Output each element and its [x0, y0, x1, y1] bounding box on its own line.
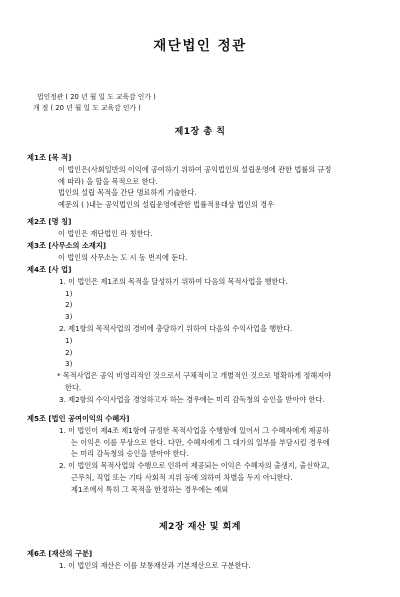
article-item: 제1조에서 특히 그 목적을 한정하는 경우에는 예외: [71, 484, 229, 494]
article-item: 1. 이 법인은 제1조의 목적을 달성하기 위하여 다음의 목적사업을 행한다.: [59, 276, 288, 286]
sub-item: 3): [65, 312, 73, 322]
chapter-2-heading: 제2장 재산 및 회계: [158, 522, 242, 532]
article-item: 근무처, 직업 또는 기타 사회적 지위 등에 의하여 차별을 두지 아니한다.: [71, 472, 293, 482]
article-2: [27, 216, 387, 240]
history-line: 법인정관 ( 20 년 월 일 도 교육감 인가 ): [37, 93, 156, 101]
article-4-heading: 제4조 [사 업]: [27, 265, 72, 274]
article-text: 이 법인의 사무소는 도 시 동 번지에 둔다.: [58, 252, 188, 262]
article-3-heading: 제3조 [사무소의 소재지]: [27, 241, 107, 250]
article-item: 2. 이 법인의 목적사업의 수행으로 인하여 제공되는 이익은 수혜자의 출생지, 출신학교,: [59, 461, 330, 471]
article-text: 이 법인은 재단법인 라 칭한다.: [58, 228, 153, 238]
article-2-heading: 제2조 [명 칭]: [27, 217, 72, 226]
article-5: [27, 413, 387, 496]
article-item: 는 이익은 이를 무상으로 한다. 다만, 수혜자에게 그 대가의 일부를 부담시킬 경우에: [71, 437, 330, 447]
article-4: [27, 264, 387, 406]
sub-item: 2): [65, 300, 73, 310]
article-note: 한다.: [65, 382, 82, 392]
history-line: 개 정 ( 20 년 월 일 도 교육감 인가 ): [33, 104, 141, 112]
article-text: 법인의 설립 목적을 간단 명료하게 기술한다.: [58, 188, 197, 198]
article-item: 1. 이 법인이 제4조 제1항에 규정한 목적사업을 수행함에 있어서 그 수혜자에게 제공하: [59, 425, 330, 435]
article-5-heading: 제5조 [법인 공여이익의 수혜자]: [27, 414, 130, 423]
article-1-heading: 제1조 [목 적]: [27, 153, 72, 162]
article-1: [27, 152, 387, 211]
article-text: 예문의 ( )내는 공익법인의 설립운영에관한 법률적용대상 법인의 경우: [58, 200, 275, 210]
amendment-history: [33, 92, 156, 114]
article-3: [27, 240, 387, 264]
article-item: 3. 제2항의 수익사업을 경영하고자 하는 경우에는 미리 감독청의 승인을 받아야 한다.: [59, 394, 325, 404]
article-item: 1. 이 법인의 재산은 이를 보통재산과 기본재산으로 구분한다.: [59, 560, 251, 570]
article-text: 이 법인은(사회일반의 이익에 공여하기 위하여 공익법인의 설립운영에 관한 법률의 규정: [58, 164, 332, 174]
sub-item: 1): [65, 335, 73, 345]
sub-item: 1): [65, 288, 73, 298]
sub-item: 2): [65, 347, 73, 357]
article-6: [27, 548, 387, 572]
article-item: 는 미리 감독청의 승인을 받아야 한다.: [71, 449, 189, 459]
article-6-heading: 제6조 [재산의 구분]: [27, 549, 93, 558]
article-text: 에 따라) 을 할을 목적으로 한다.: [58, 176, 158, 186]
sub-item: 3): [65, 359, 73, 369]
document-title: 재단법인 정관: [153, 38, 247, 54]
article-item: 2. 제1항의 목적사업의 경비에 충당하기 위하여 다음의 수익사업을 행한다.: [59, 323, 293, 333]
chapter-1-heading: 제1장 총 칙: [174, 127, 226, 137]
article-note: * 목적사업은 공익 비영리적인 것으로서 구체적이고 개별적인 것으로 명확하게 정해져야: [57, 371, 332, 381]
